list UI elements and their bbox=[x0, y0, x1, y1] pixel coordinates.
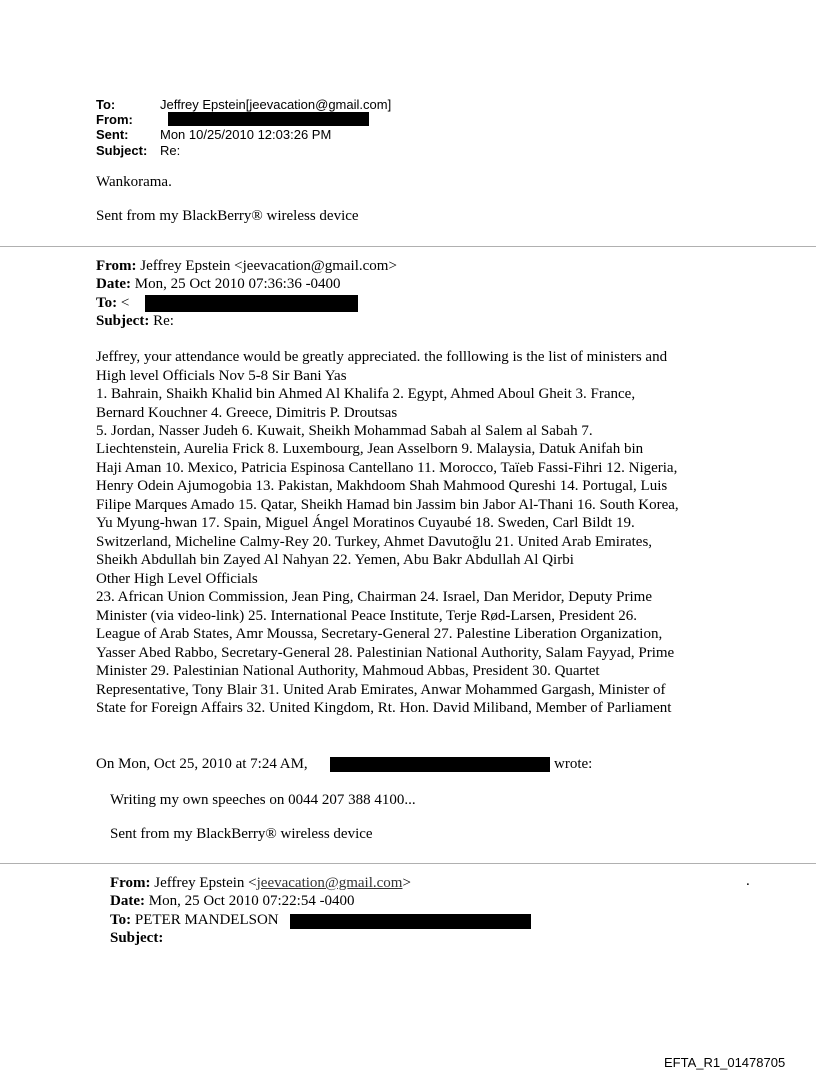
sent-value: Mon 10/25/2010 12:03:26 PM bbox=[160, 127, 332, 142]
to-label: To: bbox=[96, 97, 116, 112]
body-line: Haji Aman 10. Mexico, Patricia Espinosa Cantellano 11. Morocco, Taïeb Fassi-Fihri 12. Nigeria, bbox=[96, 460, 678, 476]
body-line: High level Officials Nov 5-8 Sir Bani Yas bbox=[96, 368, 347, 384]
subject-line bbox=[96, 313, 174, 330]
divider bbox=[0, 246, 816, 247]
quote-intro-prefix: On Mon, Oct 25, 2010 at 7:24 AM, bbox=[96, 756, 308, 772]
to-label: To: bbox=[96, 295, 118, 311]
subject-value: Re: bbox=[153, 313, 174, 329]
to-label: To: bbox=[110, 912, 132, 928]
body-line: Representative, Tony Blair 31. United Arab Emirates, Anwar Mohammed Gargash, Minister of bbox=[96, 682, 666, 698]
stray-dot: . bbox=[746, 873, 750, 889]
from-suffix: > bbox=[402, 875, 411, 891]
body-line: 5. Jordan, Nasser Judeh 6. Kuwait, Sheikh Mohammad Sabah al Salem al Sabah 7. bbox=[96, 423, 593, 439]
from-prefix: Jeffrey Epstein < bbox=[154, 875, 257, 891]
redaction-bar bbox=[145, 295, 358, 312]
body-line: 1. Bahrain, Shaikh Khalid bin Ahmed Al Khalifa 2. Egypt, Ahmed Aboul Gheit 3. France, bbox=[96, 386, 636, 402]
date-value: Mon, 25 Oct 2010 07:22:54 -0400 bbox=[148, 893, 355, 909]
email-link[interactable]: jeevacation@gmail.com bbox=[256, 875, 403, 891]
subject-label: Subject: bbox=[96, 313, 150, 329]
body-line: Yasser Abed Rabbo, Secretary-General 28. Palestinian National Authority, Salam Fayyad, Prime bbox=[96, 645, 675, 661]
to-value: PETER MANDELSON bbox=[134, 912, 279, 928]
quoted-signature: Sent from my BlackBerry® wireless device bbox=[110, 826, 373, 842]
body-line: Bernard Kouchner 4. Greece, Dimitris P. Droutsas bbox=[96, 405, 398, 421]
to-line bbox=[96, 295, 129, 312]
date-line bbox=[96, 276, 341, 293]
redaction-bar bbox=[290, 914, 531, 929]
body-line: Sheikh Abdullah bin Zayed Al Nahyan 22. Yemen, Abu Bakr Abdullah Al Qirbi bbox=[96, 552, 574, 568]
date-label: Date: bbox=[96, 276, 131, 292]
redaction-bar bbox=[330, 757, 550, 772]
subject-line bbox=[110, 930, 163, 947]
from-label: From: bbox=[96, 258, 137, 274]
quote-intro-suffix: wrote: bbox=[554, 756, 593, 772]
subject-label: Subject: bbox=[110, 930, 164, 946]
from-value: Jeffrey Epstein <jeevacation@gmail.com> bbox=[140, 258, 397, 274]
body-line: 23. African Union Commission, Jean Ping, Chairman 24. Israel, Dan Meridor, Deputy Prime bbox=[96, 589, 652, 605]
date-line bbox=[110, 893, 355, 910]
to-value: Jeffrey Epstein[jeevacation@gmail.com] bbox=[160, 97, 392, 112]
to-value: < bbox=[120, 295, 130, 311]
body-line: Henry Odein Ajumogobia 13. Pakistan, Makhdoom Shah Mahmood Qureshi 14. Portugal, Luis bbox=[96, 478, 668, 494]
body-line: State for Foreign Affairs 32. United Kingdom, Rt. Hon. David Miliband, Member of Parliament bbox=[96, 700, 672, 716]
signature: Sent from my BlackBerry® wireless device bbox=[96, 208, 359, 224]
date-value: Mon, 25 Oct 2010 07:36:36 -0400 bbox=[134, 276, 341, 292]
to-line bbox=[110, 912, 279, 929]
body-line: Liechtenstein, Aurelia Frick 8. Luxembourg, Jean Asselborn 9. Malaysia, Datuk Anifah bin bbox=[96, 441, 644, 457]
from-label: From: bbox=[110, 875, 151, 891]
divider bbox=[0, 863, 816, 864]
from-line bbox=[96, 258, 397, 275]
message-text: Wankorama. bbox=[96, 174, 172, 190]
redaction-bar bbox=[168, 112, 369, 126]
body-line: Filipe Marques Amado 15. Qatar, Sheikh Hamad bin Jassim bin Jabor Al-Thani 16. South Korea, bbox=[96, 497, 679, 513]
body-line: Minister 29. Palestinian National Authority, Mahmoud Abbas, President 30. Quartet bbox=[96, 663, 600, 679]
sent-label: Sent: bbox=[96, 127, 129, 142]
body-line: Jeffrey, your attendance would be greatly appreciated. the folllowing is the list of ministers and bbox=[96, 349, 668, 365]
body-line: Yu Myung-hwan 17. Spain, Miguel Ángel Moratinos Cuyaubé 18. Sweden, Carl Bildt 19. bbox=[96, 515, 635, 531]
body-line: Switzerland, Micheline Calmy-Rey 20. Turkey, Ahmet Davutoğlu 21. United Arab Emirates, bbox=[96, 534, 653, 550]
body-line: League of Arab States, Amr Moussa, Secretary-General 27. Palestine Liberation Organization, bbox=[96, 626, 663, 642]
from-line bbox=[110, 875, 411, 892]
body-line: Other High Level Officials bbox=[96, 571, 258, 587]
from-label: From: bbox=[96, 112, 133, 127]
subject-value: Re: bbox=[160, 143, 181, 158]
body-line: Minister (via video-link) 25. International Peace Institute, Terje Rød-Larsen, President 26. bbox=[96, 608, 638, 624]
date-label: Date: bbox=[110, 893, 145, 909]
subject-label: Subject: bbox=[96, 143, 148, 158]
bates-number: EFTA_R1_01478705 bbox=[664, 1055, 786, 1070]
quoted-text: Writing my own speeches on 0044 207 388 4100... bbox=[110, 792, 416, 808]
